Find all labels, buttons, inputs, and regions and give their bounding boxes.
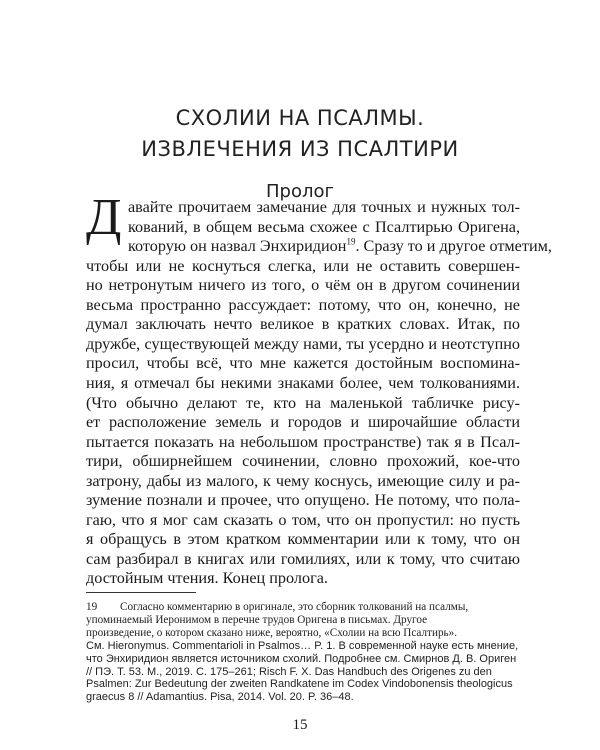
body-line: (Что обычно делают те, кто на маленькой табличке рису- xyxy=(86,393,520,412)
footnote-line: См. Hieronymus. Commentarioli in Psalmos… P. 1. В современной науке есть мнение, xyxy=(86,639,519,652)
body-line: я обращусь в этом кратком комментарии или к тому, что он xyxy=(86,530,520,549)
footnote-text: Согласно комментарию в оригинале, это сборник толкований на псалмы, xyxy=(120,601,469,613)
body-line: дружбе, существующей между нами, ты усердно и неотступно xyxy=(86,334,520,353)
footnote-line: упоминаемый Иеронимом в перечне трудов Оригена в письмах. Другое xyxy=(86,613,428,626)
body-line: авайте прочитаем замечание для точных и нужных тол- xyxy=(128,198,520,216)
body-line: тири, обширнейшем сочинении, словно прохожий, кое-что xyxy=(86,452,520,471)
drop-cap: Д xyxy=(86,189,122,246)
body-line: ния, я отмечал бы некими знаками более, чем толкованиями. xyxy=(86,373,520,392)
page-number: 15 xyxy=(292,717,308,733)
body-text: которую он назвал Энхиридион xyxy=(128,237,347,256)
page-title-line-2: ИЗВЛЕЧЕНИЯ ИЗ ПСАЛТИРИ xyxy=(141,137,459,161)
body-line: затрону, дабы из малого, к чему коснусь, имеющие силу и ра- xyxy=(86,471,520,490)
footnote-rule xyxy=(86,592,196,593)
body-line: сам разбирал в книгах или гомилиях, или к тому, что считаю xyxy=(86,549,520,568)
footnote-line: что Энхиридион является источником схолий. Подробнее см. Смирнов Д. В. Ориген xyxy=(86,652,517,665)
body-line: ет расположение земель и городов и широчайшие области xyxy=(86,413,520,432)
body-line: кований, в общем весьма схожее с Псалтирью Оригена, xyxy=(128,217,520,236)
footnote-line: Psalmen: Zur Bedeutung der zweiten Randkatene im Codex Vindobonensis theologicus xyxy=(86,678,513,691)
body-text: . Сразу то и другое отметим, xyxy=(355,237,552,256)
body-line: чтобы или не коснуться слегка, или не оставить совершен- xyxy=(86,256,520,275)
body-line: просил, чтобы всё, что мне кажется достойным воспомина- xyxy=(86,354,520,373)
body-line: но нетронутым ничего из того, о чём он в другом сочинении xyxy=(86,276,520,295)
body-line: достойным чтения. Конец пролога. xyxy=(86,569,328,588)
page-title-line-1: СХОЛИИ НА ПСАЛМЫ. xyxy=(175,106,425,130)
body-line: гаю, что я мог сам сказать о том, что он пропустил: но пусть xyxy=(86,510,520,529)
footnote-line: graecus 8 // Adamantius. Pisa, 2014. Vol. 20. P. 36–48. xyxy=(86,691,354,704)
body-line: весьма пространно рассуждает: потому, что он, конечно, не xyxy=(86,295,520,314)
footnote-line: произведение, о котором сказано ниже, вероятно, «Схолии на всю Псалтирь». xyxy=(86,626,458,639)
body-line: зумение познали и прочее, что опущено. Не потому, что пола- xyxy=(86,491,520,510)
footnote-line: // ПЭ. Т. 53. М., 2019. С. 175–261; Risch F. X. Das Handbuch des Origenes zu den xyxy=(86,665,492,678)
footnote-line xyxy=(86,600,520,614)
footnote-ref[interactable]: 19 xyxy=(346,236,356,247)
section-heading: Пролог xyxy=(266,181,334,202)
body-line: думал заключать нечто великое в кратких словах. Итак, по xyxy=(86,315,520,334)
footnote-number: 19 xyxy=(86,601,98,613)
body-line: пытается показать на небольшом пространстве) так я в Псал- xyxy=(86,432,520,451)
